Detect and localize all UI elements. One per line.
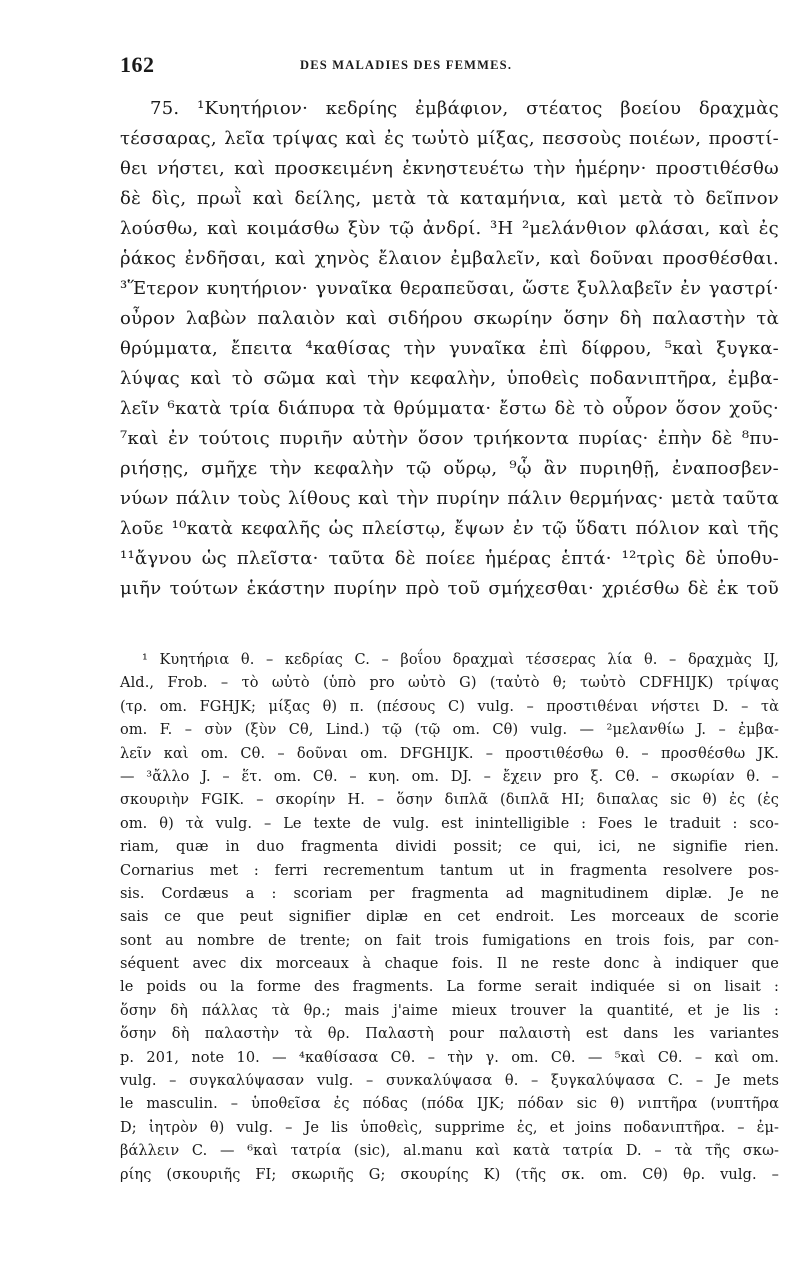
footnote-line: ρίης (σκουριῆς FI; σκωριῆς G; σκουρίης K) (τῆς σκ. om. Cθ) θρ. vulg. –: [120, 1166, 779, 1183]
text-line: μιῆν τούτων ἑκάστην πυρίην πρὸ τοῦ σμήχεσθαι· χριέσθω δὲ ἐκ τοῦ: [120, 578, 779, 599]
footnotes: [120, 649, 779, 1187]
footnote-line: sis. Cordæus a : scoriam per fragmenta ad magnitudinem diplæ. Je ne: [120, 885, 779, 902]
text-line: δὲ δὶς, πρωῒ καὶ δείλης, μετὰ τὰ καταμήνια, καὶ μετὰ τὸ δεῖπνον: [120, 188, 779, 209]
footnote-line: λεῖν καὶ om. Cθ. – δοῦναι om. DFGHIJK. – προστιθέσθω θ. – προσθέσθω JK.: [120, 745, 779, 762]
text-line: λοῦε ¹⁰κατὰ κεφαλῆς ὡς πλείστῳ, ἔψων ἐν τῷ ὕδατι πόλιον καὶ τῆς: [120, 518, 779, 539]
text-line: λούσθω, καὶ κοιμάσθω ξὺν τῷ ἀνδρί. ³Η ²μελάνθιον φλάσαι, καὶ ἐς: [120, 218, 779, 239]
footnote-line: Ald., Frob. – τὸ ωὐτὸ (ὑπὸ pro ωὐτὸ G) (ταὐτὸ θ; τωὐτὸ CDFHIJK) τρίψας: [120, 675, 779, 692]
footnote-line: riam, quæ in duo fragmenta dividi possit; ce qui, ici, ne signifie rien.: [120, 839, 779, 856]
running-head: DES MALADIES DES FEMMES.: [300, 58, 513, 72]
main-text: [120, 94, 779, 604]
footnote-line: séquent avec dix morceaux à chaque fois. Il ne reste donc à indiquer que: [120, 956, 779, 973]
text-line: λεῖν ⁶κατὰ τρία διάπυρα τὰ θρύμματα· ἔστω δὲ τὸ οὖρον ὅσον χοῦς·: [120, 398, 779, 419]
text-line: ῥάκος ἐνδῆσαι, καὶ χηνὸς ἔλαιον ἐμβαλεῖν, καὶ δοῦναι προσθέσθαι.: [120, 248, 779, 269]
footnote-line: om. θ) τὰ vulg. – Le texte de vulg. est inintelligible : Foes le traduit : sco-: [120, 815, 779, 832]
footnote-line: σκουριὴν FGIK. – σκορίην H. – ὅσην διπλᾶ (διπλᾶ HI; διπαλας sic θ) ἐς (ἐς: [120, 792, 779, 809]
footnote-line: vulg. – συγκαλύψασαν vulg. – συνκαλύψασα θ. – ξυγκαλύψασα C. – Je mets: [120, 1073, 779, 1090]
footnote-line: sais ce que peut signifier diplæ en cet endroit. Les morceaux de scorie: [120, 909, 779, 926]
text-line: ³Ἕτερον κυητήριον· γυναῖκα θεραπεῦσαι, ὥστε ξυλλαβεῖν ἐν γαστρί·: [120, 278, 779, 299]
footnote-line: ὅσην δὴ πάλλας τὰ θρ.; mais j'aime mieux trouver la quantité, et je lis :: [120, 1002, 779, 1019]
text-line: θρύμματα, ἔπειτα ⁴καθίσας τὴν γυναῖκα ἐπὶ δίφρου, ⁵καὶ ξυγκα-: [120, 338, 779, 359]
page-number: 162: [120, 52, 155, 77]
text-line: λύψας καὶ τὸ σῶμα καὶ τὴν κεφαλὴν, ὑποθεὶς ποδανιπτῆρα, ἐμβα-: [120, 368, 779, 389]
footnote-line: ὅσην δὴ παλαστὴν τὰ θρ. Παλαστὴ pour παλαιστὴ est dans les variantes: [120, 1026, 779, 1043]
text-line: θει νήστει, καὶ προσκειμένη ἐκνηστευέτω τὴν ἡμέρην· προστιθέσθω: [120, 158, 779, 179]
text-line: νύων πάλιν τοὺς λίθους καὶ τὴν πυρίην πάλιν θερμήνας· μετὰ ταῦτα: [120, 488, 779, 509]
footnote-line: — ³ἄλλο J. – ἕτ. om. Cθ. – κυη. om. DJ. – ἔχειν pro ξ. Cθ. – σκωρίαν θ. –: [120, 768, 779, 785]
footnote-line: Cornarius met : ferri recrementum tantum ut in fragmenta resolvere pos-: [120, 862, 779, 879]
text-line: ριήσῃς, σμῆχε τὴν κεφαλὴν τῷ οὔρῳ, ⁹ᾧ ἂν πυριηθῇ, ἐναποσβεν-: [120, 458, 779, 479]
footnote-line: sont au nombre de trente; on fait trois fumigations en trois fois, par con-: [120, 932, 779, 949]
text-line: τέσσαρας, λεῖα τρίψας καὶ ἐς τωὐτὸ μίξας, πεσσοὺς ποιέων, προστί-: [120, 128, 779, 149]
text-line: 75. ¹Κυητήριον· κεδρίης ἐμβάφιον, στέατος βοείου δραχμὰς: [150, 98, 779, 119]
footnote-line: βάλλειν C. — ⁶καὶ τατρία (sic), al.manu καὶ κατὰ τατρία D. – τὰ τῆς σκω-: [120, 1143, 779, 1160]
page-header: [120, 52, 695, 76]
text-line: οὖρον λαβὼν παλαιὸν καὶ σιδήρου σκωρίην ὅσην δὴ παλαστὴν τὰ: [120, 308, 779, 329]
footnote-line: D; ἰητρὸν θ) vulg. – Je lis ὑποθεὶς, supprime ἐς, et joins ποδανιπτῆρα. – ἐμ-: [120, 1119, 779, 1136]
text-line: ⁷καὶ ἐν τούτοις πυριῆν αὐτὴν ὅσον τριήκοντα πυρίας· ἐπὴν δὲ ⁸πυ-: [120, 428, 779, 449]
footnote-line: p. 201, note 10. — ⁴καθίσασα Cθ. – τὴν γ. om. Cθ. — ⁵καὶ Cθ. – καὶ om.: [120, 1049, 779, 1066]
footnote-line: le masculin. – ὑποθεῖσα ἐς πόδας (πόδα IJK; πόδαν sic θ) νιπτῆρα (νυπτῆρα: [120, 1096, 779, 1113]
text-line: ¹¹ἄγνου ὡς πλεῖστα· ταῦτα δὲ ποίεε ἡμέρας ἑπτά· ¹²τρὶς δὲ ὑποθυ-: [120, 548, 779, 569]
footnote-line: le poids ou la forme des fragments. La forme serait indiquée si on lisait :: [120, 979, 779, 996]
footnote-line: (τρ. om. FGHJK; μίξας θ) π. (πέσους C) vulg. – προστιθέναι νήστει D. – τὰ: [120, 698, 779, 715]
footnote-line: om. F. – σὺν (ξὺν Cθ, Lind.) τῷ (τῷ om. Cθ) vulg. — ²μελανθίω J. – ἐμβα-: [120, 722, 779, 739]
footnote-line: ¹ Κυητήρια θ. – κεδρίας C. – βοΐου δραχμαὶ τέσσερας λία θ. – δραχμὰς IJ,: [142, 652, 779, 668]
